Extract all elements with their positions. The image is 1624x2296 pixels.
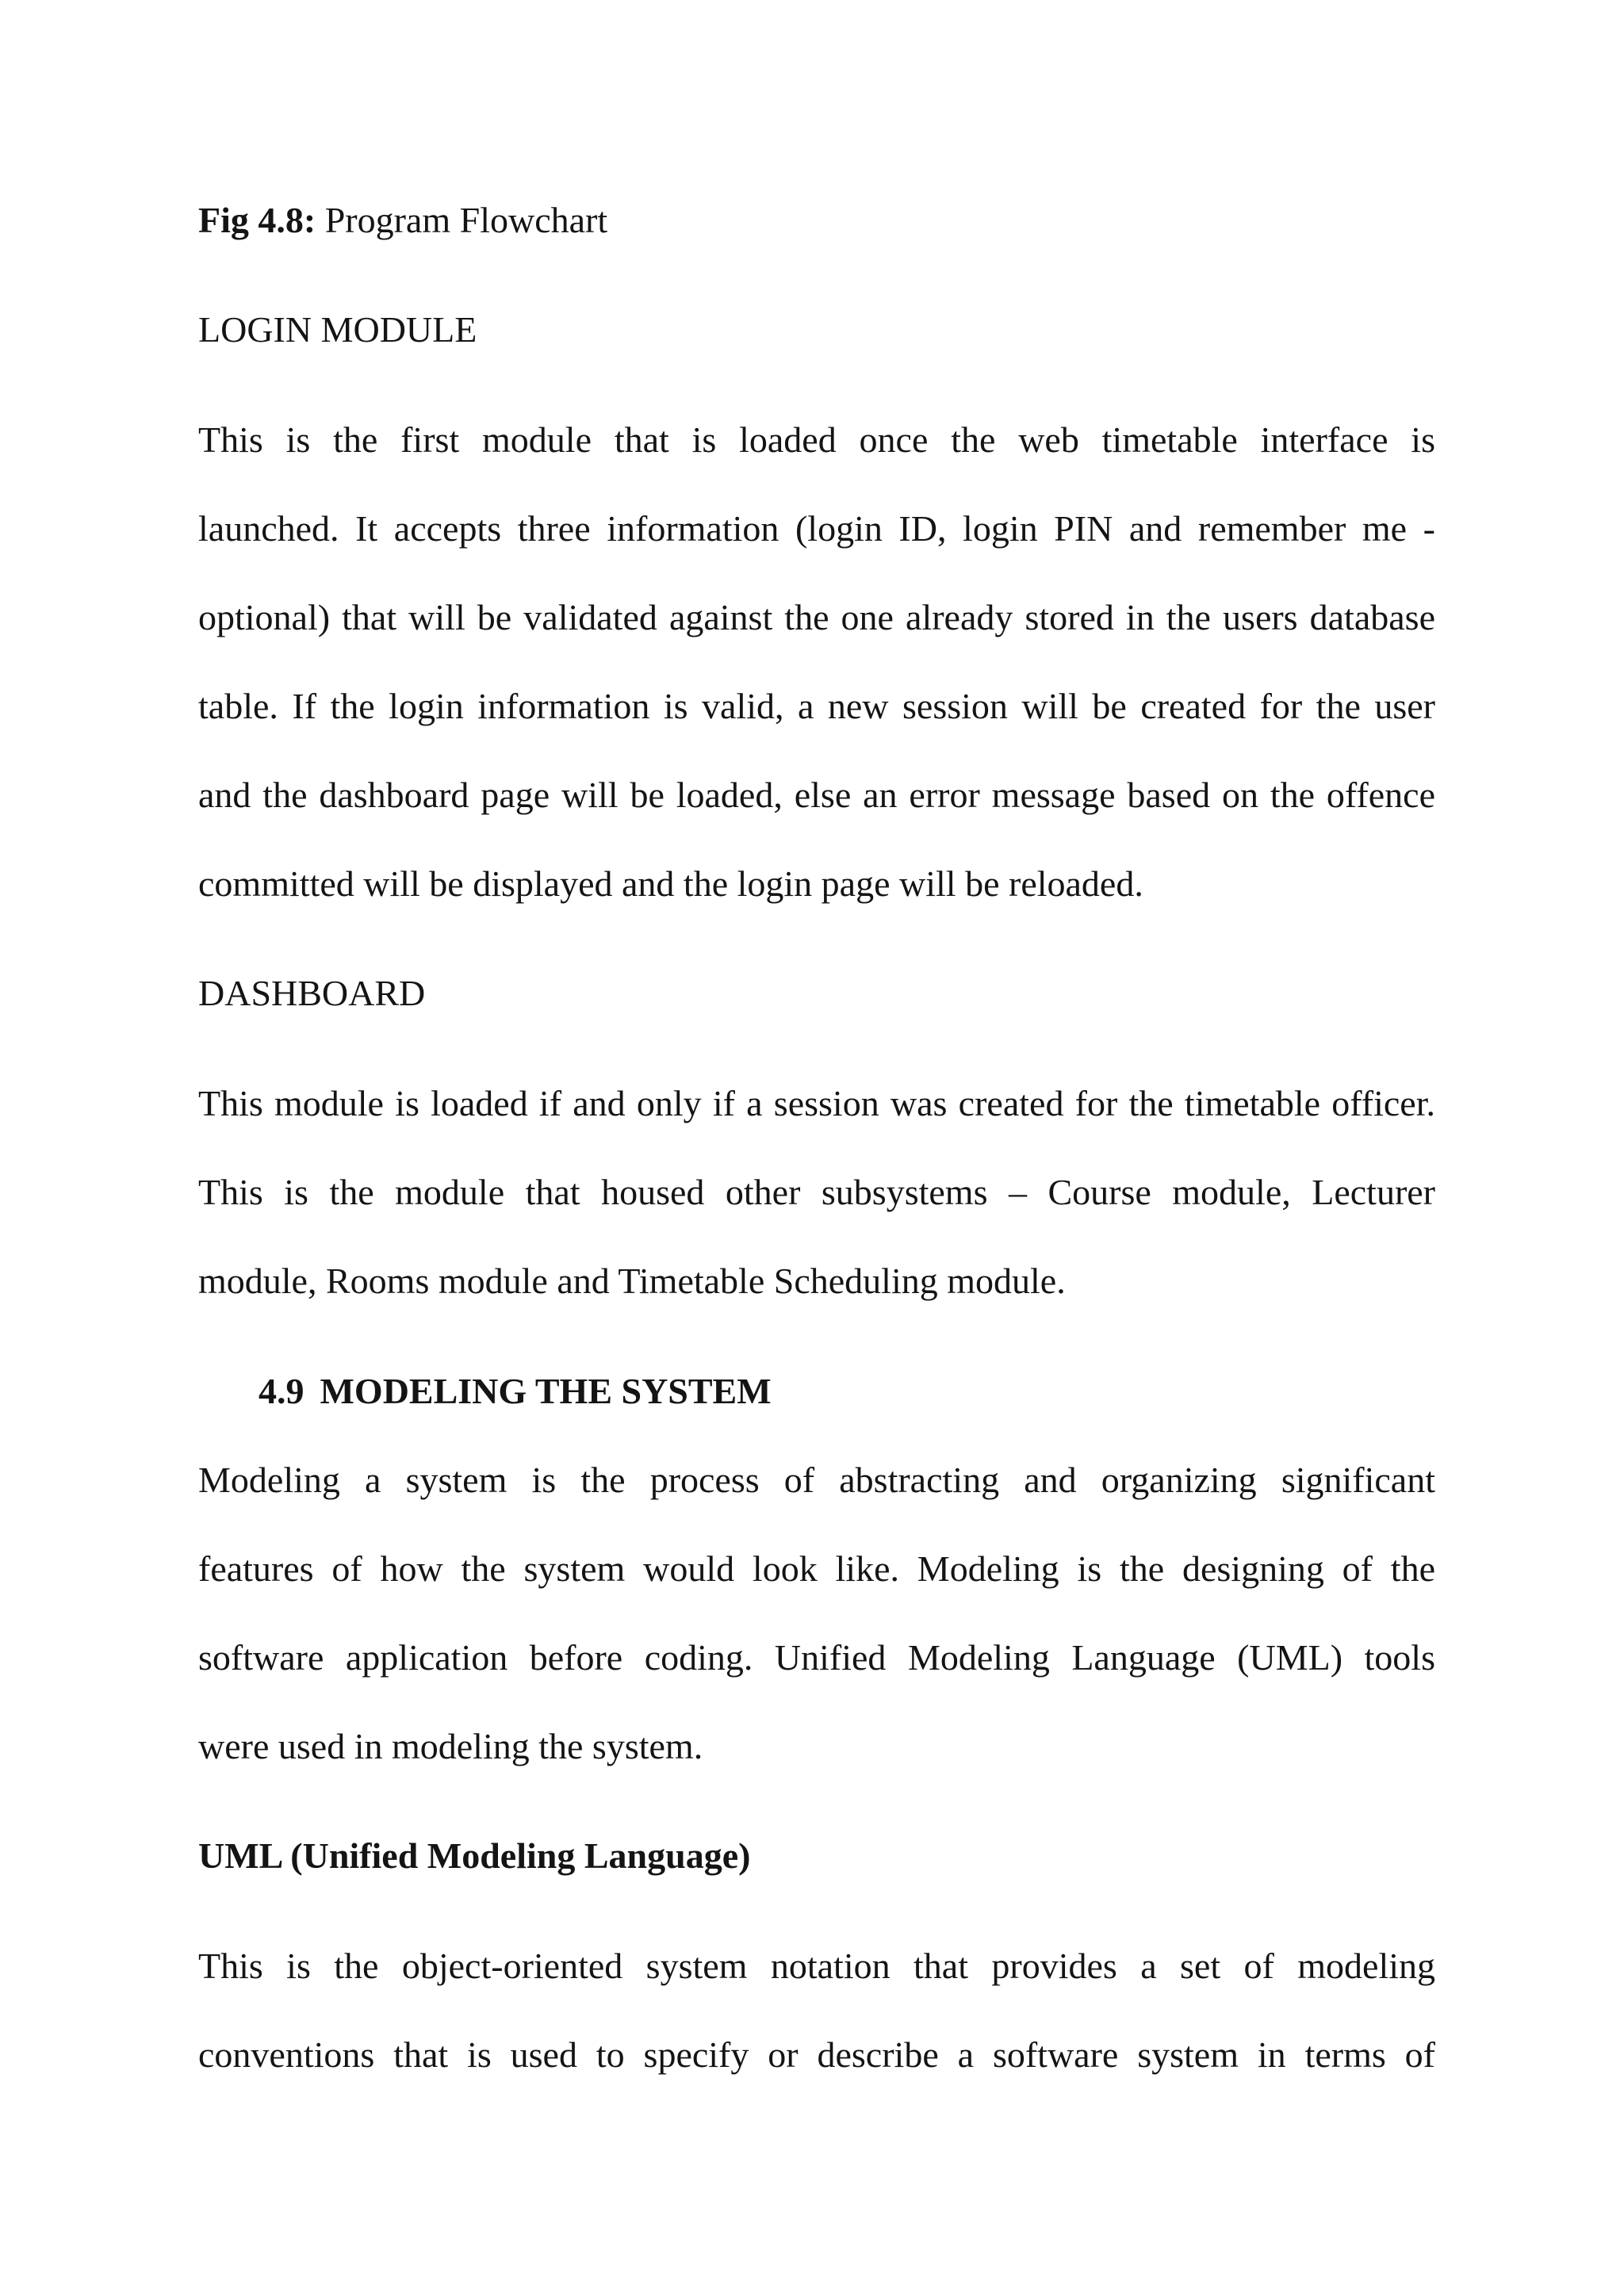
dashboard-line-1: This module is loaded if and only if a session was created for the timetable officer.	[198, 1083, 1435, 1123]
modeling-line-4: were used in modeling the system.	[198, 1726, 703, 1766]
section-heading-4-9	[259, 1369, 1496, 1414]
login-module-line-1: This is the first module that is loaded once the web timetable interface is	[198, 419, 1435, 460]
dashboard-line-2: This is the module that housed other subsystems – Course module, Lecturer	[198, 1172, 1435, 1212]
login-module-heading: LOGIN MODULE	[198, 309, 477, 350]
dashboard-heading: DASHBOARD	[198, 973, 426, 1013]
figure-caption	[198, 198, 1435, 243]
section-number: 4.9	[259, 1371, 304, 1411]
uml-heading: UML (Unified Modeling Language)	[198, 1835, 751, 1876]
login-module-line-3: optional) that will be validated against the one already stored in the users database	[198, 597, 1435, 637]
figure-title: Program Flowchart	[316, 200, 608, 240]
login-module-line-4: table. If the login information is valid, a new session will be created for the user	[198, 686, 1435, 726]
uml-line-1: This is the object-oriented system notation that provides a set of modeling	[198, 1946, 1435, 1986]
uml-line-2: conventions that is used to specify or describe a software system in terms of	[198, 2034, 1435, 2075]
login-module-line-6: committed will be displayed and the login page will be reloaded.	[198, 863, 1143, 904]
section-title: MODELING THE SYSTEM	[320, 1371, 772, 1411]
modeling-line-2: features of how the system would look like. Modeling is the designing of the	[198, 1548, 1435, 1589]
login-module-line-5: and the dashboard page will be loaded, else an error message based on the offence	[198, 775, 1435, 815]
login-module-line-2: launched. It accepts three information (login ID, login PIN and remember me -	[198, 508, 1435, 549]
modeling-line-3: software application before coding. Unified Modeling Language (UML) tools	[198, 1637, 1435, 1678]
figure-label: Fig 4.8:	[198, 200, 316, 240]
modeling-line-1: Modeling a system is the process of abstracting and organizing significant	[198, 1460, 1435, 1500]
dashboard-line-3: module, Rooms module and Timetable Scheduling module.	[198, 1261, 1066, 1301]
